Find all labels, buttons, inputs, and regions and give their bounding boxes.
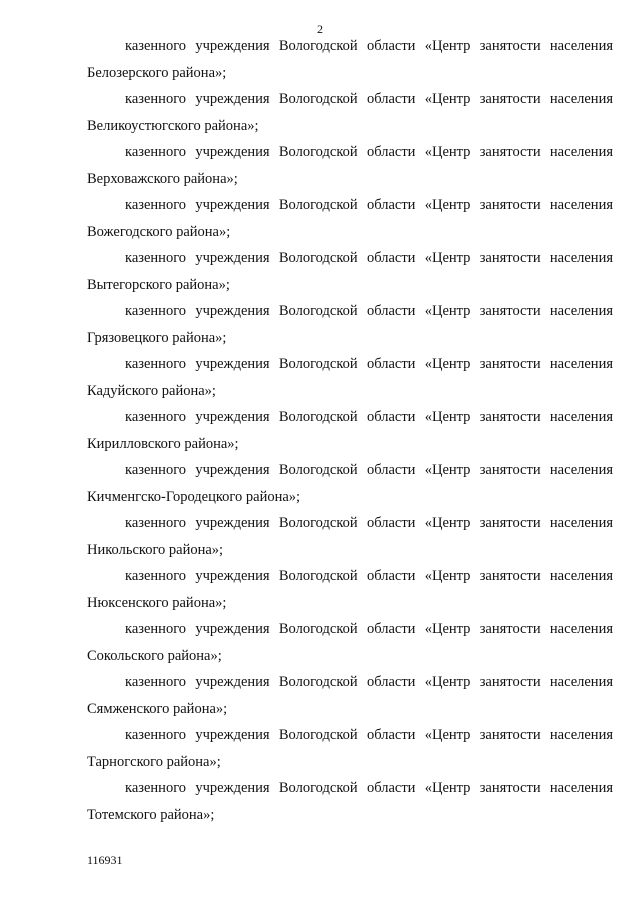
entry-prefix: казенного учреждения Вологодской области «Центр занятости населения — [125, 197, 613, 213]
entry-item — [0, 726, 640, 779]
entry-district: Кичменгско-Городецкого района»; — [87, 489, 301, 505]
entry-item — [0, 408, 640, 461]
entry-prefix: казенного учреждения Вологодской области «Центр занятости населения — [125, 356, 613, 372]
entry-item — [0, 673, 640, 726]
entry-item — [0, 196, 640, 249]
entry-district: Вожегодского района»; — [87, 224, 231, 240]
entry-item — [0, 620, 640, 673]
entry-list — [0, 37, 640, 832]
entry-district: Грязовецкого района»; — [87, 330, 227, 346]
entry-item — [0, 143, 640, 196]
entry-district: Белозерского района»; — [87, 65, 227, 81]
entry-prefix: казенного учреждения Вологодской области «Центр занятости населения — [125, 462, 613, 478]
entry-district: Верховажского района»; — [87, 171, 238, 187]
document-code: 116931 — [87, 853, 123, 867]
entry-item — [0, 249, 640, 302]
entry-item — [0, 461, 640, 514]
entry-prefix: казенного учреждения Вологодской области «Центр занятости населения — [125, 780, 613, 796]
entry-prefix: казенного учреждения Вологодской области «Центр занятости населения — [125, 621, 613, 637]
entry-prefix: казенного учреждения Вологодской области «Центр занятости населения — [125, 568, 613, 584]
entry-district: Сокольского района»; — [87, 648, 222, 664]
entry-item — [0, 514, 640, 567]
entry-prefix: казенного учреждения Вологодской области «Центр занятости населения — [125, 674, 613, 690]
page-number: 2 — [317, 22, 323, 36]
entry-prefix: казенного учреждения Вологодской области «Центр занятости населения — [125, 727, 613, 743]
entry-district: Великоустюгского района»; — [87, 118, 259, 134]
entry-district: Тарногского района»; — [87, 754, 221, 770]
entry-prefix: казенного учреждения Вологодской области «Центр занятости населения — [125, 409, 613, 425]
entry-district: Никольского района»; — [87, 542, 224, 558]
entry-district: Нюксенского района»; — [87, 595, 227, 611]
entry-prefix: казенного учреждения Вологодской области «Центр занятости населения — [125, 38, 613, 54]
entry-prefix: казенного учреждения Вологодской области «Центр занятости населения — [125, 515, 613, 531]
entry-item — [0, 90, 640, 143]
entry-prefix: казенного учреждения Вологодской области «Центр занятости населения — [125, 303, 613, 319]
entry-prefix: казенного учреждения Вологодской области «Центр занятости населения — [125, 91, 613, 107]
entry-item — [0, 302, 640, 355]
entry-district: Тотемского района»; — [87, 807, 215, 823]
entry-district: Сямженского района»; — [87, 701, 228, 717]
entry-district: Кирилловского района»; — [87, 436, 239, 452]
entry-prefix: казенного учреждения Вологодской области «Центр занятости населения — [125, 250, 613, 266]
entry-item — [0, 779, 640, 832]
entry-prefix: казенного учреждения Вологодской области «Центр занятости населения — [125, 144, 613, 160]
entry-district: Вытегорского района»; — [87, 277, 230, 293]
entry-item — [0, 567, 640, 620]
entry-district: Кадуйского района»; — [87, 383, 216, 399]
entry-item — [0, 37, 640, 90]
entry-item — [0, 355, 640, 408]
